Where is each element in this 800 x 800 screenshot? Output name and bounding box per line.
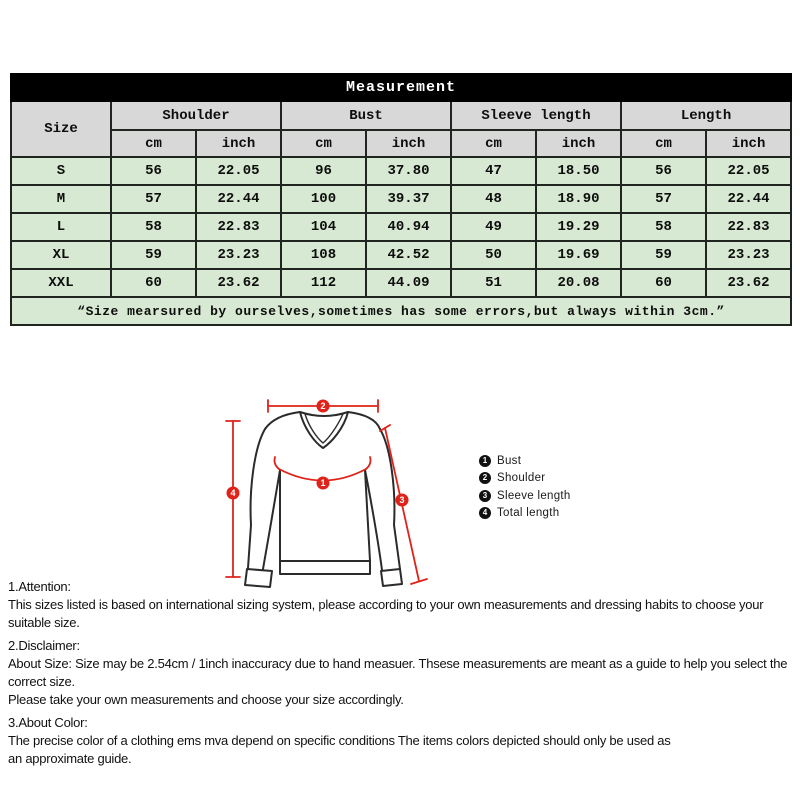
column-header-length: Length <box>621 101 791 130</box>
legend-item-sleeve-length <box>479 487 571 505</box>
disclaimer-heading: 2.Disclaimer: <box>8 638 80 653</box>
svg-text:1: 1 <box>320 478 326 489</box>
size-cell: L <box>11 213 111 241</box>
value-cell: 57 <box>111 185 196 213</box>
value-cell: 48 <box>451 185 536 213</box>
unit-header: cm <box>281 130 366 157</box>
marker-sleeve <box>396 494 409 507</box>
value-cell: 58 <box>621 213 706 241</box>
unit-header: cm <box>451 130 536 157</box>
attention-text: This sizes listed is based on international sizing system, please according to your own measurements and dressing habits to choose your suitable size. <box>8 597 764 630</box>
value-cell: 40.94 <box>366 213 451 241</box>
disclaimer-text-line2: Please take your own measurements and choose your size accordingly. <box>8 692 404 707</box>
legend-item-shoulder <box>479 470 571 488</box>
notes-section <box>8 578 798 768</box>
value-cell: 56 <box>621 157 706 185</box>
unit-header: inch <box>196 130 281 157</box>
table-row <box>11 157 791 185</box>
column-header-bust: Bust <box>281 101 451 130</box>
marker-length <box>227 487 240 500</box>
column-header-shoulder: Shoulder <box>111 101 281 130</box>
value-cell: 22.05 <box>196 157 281 185</box>
size-cell: S <box>11 157 111 185</box>
value-cell: 57 <box>621 185 706 213</box>
marker-bust <box>317 477 330 490</box>
value-cell: 104 <box>281 213 366 241</box>
legend-label: Sleeve length <box>497 489 571 502</box>
numbered-bullet-icon: 4 <box>479 507 491 519</box>
value-cell: 23.62 <box>196 269 281 297</box>
legend-label: Total length <box>497 507 560 520</box>
legend-label: Shoulder <box>497 472 546 485</box>
table-row <box>11 241 791 269</box>
marker-shoulder <box>317 400 330 413</box>
size-cell: M <box>11 185 111 213</box>
sweater-measurement-diagram <box>185 395 480 600</box>
value-cell: 19.29 <box>536 213 621 241</box>
unit-header: inch <box>536 130 621 157</box>
numbered-bullet-icon: 1 <box>479 455 491 467</box>
value-cell: 49 <box>451 213 536 241</box>
value-cell: 96 <box>281 157 366 185</box>
table-title: Measurement <box>11 74 791 101</box>
unit-header: inch <box>366 130 451 157</box>
table-row <box>11 213 791 241</box>
svg-text:3: 3 <box>399 495 405 506</box>
table-row <box>11 269 791 297</box>
value-cell: 23.23 <box>706 241 791 269</box>
table-row <box>11 185 791 213</box>
column-header-size: Size <box>11 101 111 157</box>
value-cell: 50 <box>451 241 536 269</box>
value-cell: 18.50 <box>536 157 621 185</box>
legend-label: Bust <box>497 454 522 467</box>
unit-header: inch <box>706 130 791 157</box>
value-cell: 60 <box>621 269 706 297</box>
measurement-note: “Size mearsured by ourselves,sometimes has some errors,but always within 3cm.” <box>11 297 791 325</box>
size-measurement-table <box>10 73 792 326</box>
value-cell: 37.80 <box>366 157 451 185</box>
value-cell: 44.09 <box>366 269 451 297</box>
sweater-outline <box>245 412 405 587</box>
value-cell: 22.05 <box>706 157 791 185</box>
value-cell: 18.90 <box>536 185 621 213</box>
size-cell: XXL <box>11 269 111 297</box>
value-cell: 23.23 <box>196 241 281 269</box>
unit-header: cm <box>111 130 196 157</box>
svg-text:4: 4 <box>230 488 236 499</box>
value-cell: 23.62 <box>706 269 791 297</box>
value-cell: 42.52 <box>366 241 451 269</box>
attention-heading: 1.Attention: <box>8 579 71 594</box>
value-cell: 47 <box>451 157 536 185</box>
value-cell: 108 <box>281 241 366 269</box>
value-cell: 59 <box>111 241 196 269</box>
value-cell: 39.37 <box>366 185 451 213</box>
numbered-bullet-icon: 3 <box>479 490 491 502</box>
value-cell: 22.44 <box>196 185 281 213</box>
value-cell: 51 <box>451 269 536 297</box>
legend-item-total-length <box>479 505 571 523</box>
value-cell: 112 <box>281 269 366 297</box>
disclaimer-text-line1: About Size: Size may be 2.54cm / 1inch inaccuracy due to hand measuer. Thsese measurements are meant as a guide to help you select the correct size. <box>8 656 788 689</box>
column-header-sleeve-length: Sleeve length <box>451 101 621 130</box>
value-cell: 19.69 <box>536 241 621 269</box>
value-cell: 60 <box>111 269 196 297</box>
measurement-legend <box>479 452 571 522</box>
value-cell: 59 <box>621 241 706 269</box>
legend-item-bust <box>479 452 571 470</box>
about-color-heading: 3.About Color: <box>8 715 88 730</box>
value-cell: 100 <box>281 185 366 213</box>
value-cell: 22.83 <box>706 213 791 241</box>
svg-text:2: 2 <box>320 401 326 412</box>
about-color-text-line1: The precise color of a clothing ems mva depend on specific conditions The items colors depicted should only be used as <box>8 733 671 748</box>
value-cell: 22.83 <box>196 213 281 241</box>
size-cell: XL <box>11 241 111 269</box>
value-cell: 20.08 <box>536 269 621 297</box>
value-cell: 22.44 <box>706 185 791 213</box>
about-color-text-line2: an approximate guide. <box>8 751 132 766</box>
numbered-bullet-icon: 2 <box>479 472 491 484</box>
value-cell: 56 <box>111 157 196 185</box>
unit-header: cm <box>621 130 706 157</box>
value-cell: 58 <box>111 213 196 241</box>
